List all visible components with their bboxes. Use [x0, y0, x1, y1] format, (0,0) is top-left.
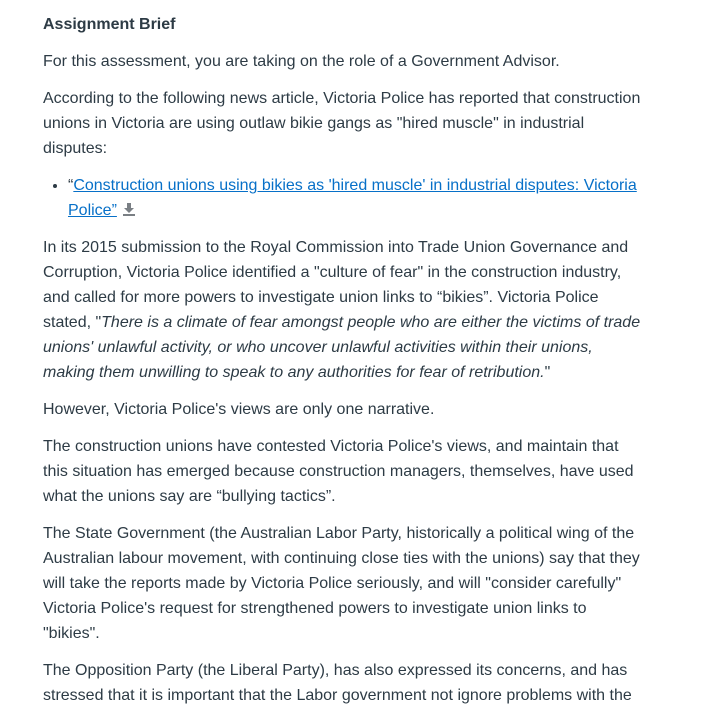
download-icon[interactable] — [123, 199, 135, 212]
quote-close: " — [544, 364, 551, 381]
submission-text: In its 2015 submission to the Royal Commission into Trade Union Governance and Corruption, Victoria Police identified a "culture of fear" in the construction industry, and called for more powers to investigate union links to “bikies”. Victoria Police stated, " — [43, 239, 629, 331]
article-link[interactable]: Construction unions using bikies as 'hired muscle' in industrial disputes: Victoria Police” — [68, 177, 637, 219]
submission-paragraph — [43, 235, 645, 385]
narrative-paragraph: However, Victoria Police's views are only one narrative. — [43, 401, 435, 418]
state-government-paragraph: The State Government (the Australian Labor Party, historically a political wing of the Australian labour movement, with continuing close ties with the unions) say that they will take the reports made by Victoria Police seriously, and will "consider carefully" Victoria Police's request for strengthened powers to investigate union links to "bikies". — [43, 525, 640, 642]
article-intro-paragraph: According to the following news article, Victoria Police has reported that construction unions in Victoria are using outlaw bikie gangs as "hired muscle" in industrial disputes: — [43, 90, 641, 157]
police-quote: There is a climate of fear amongst people who are either the victims of trade unions' unlawful activity, or who uncover unlawful activities within their unions, making them unwilling to speak to any authorities for fear of retribution. — [43, 314, 641, 381]
opposition-paragraph: The Opposition Party (the Liberal Party), has also expressed its concerns, and has stressed that it is important that the Labor government not ignore problems with the — [43, 662, 632, 704]
list-item — [68, 173, 645, 223]
article-list — [43, 173, 645, 223]
page-title: Assignment Brief — [43, 16, 176, 33]
unions-paragraph: The construction unions have contested Victoria Police's views, and maintain that this situation has emerged because construction managers, themselves, have used what the unions say are “bullying tactics”. — [43, 438, 634, 505]
assignment-content — [43, 12, 645, 720]
intro-paragraph: For this assessment, you are taking on the role of a Government Advisor. — [43, 53, 560, 70]
open-quote: “ — [68, 177, 74, 194]
